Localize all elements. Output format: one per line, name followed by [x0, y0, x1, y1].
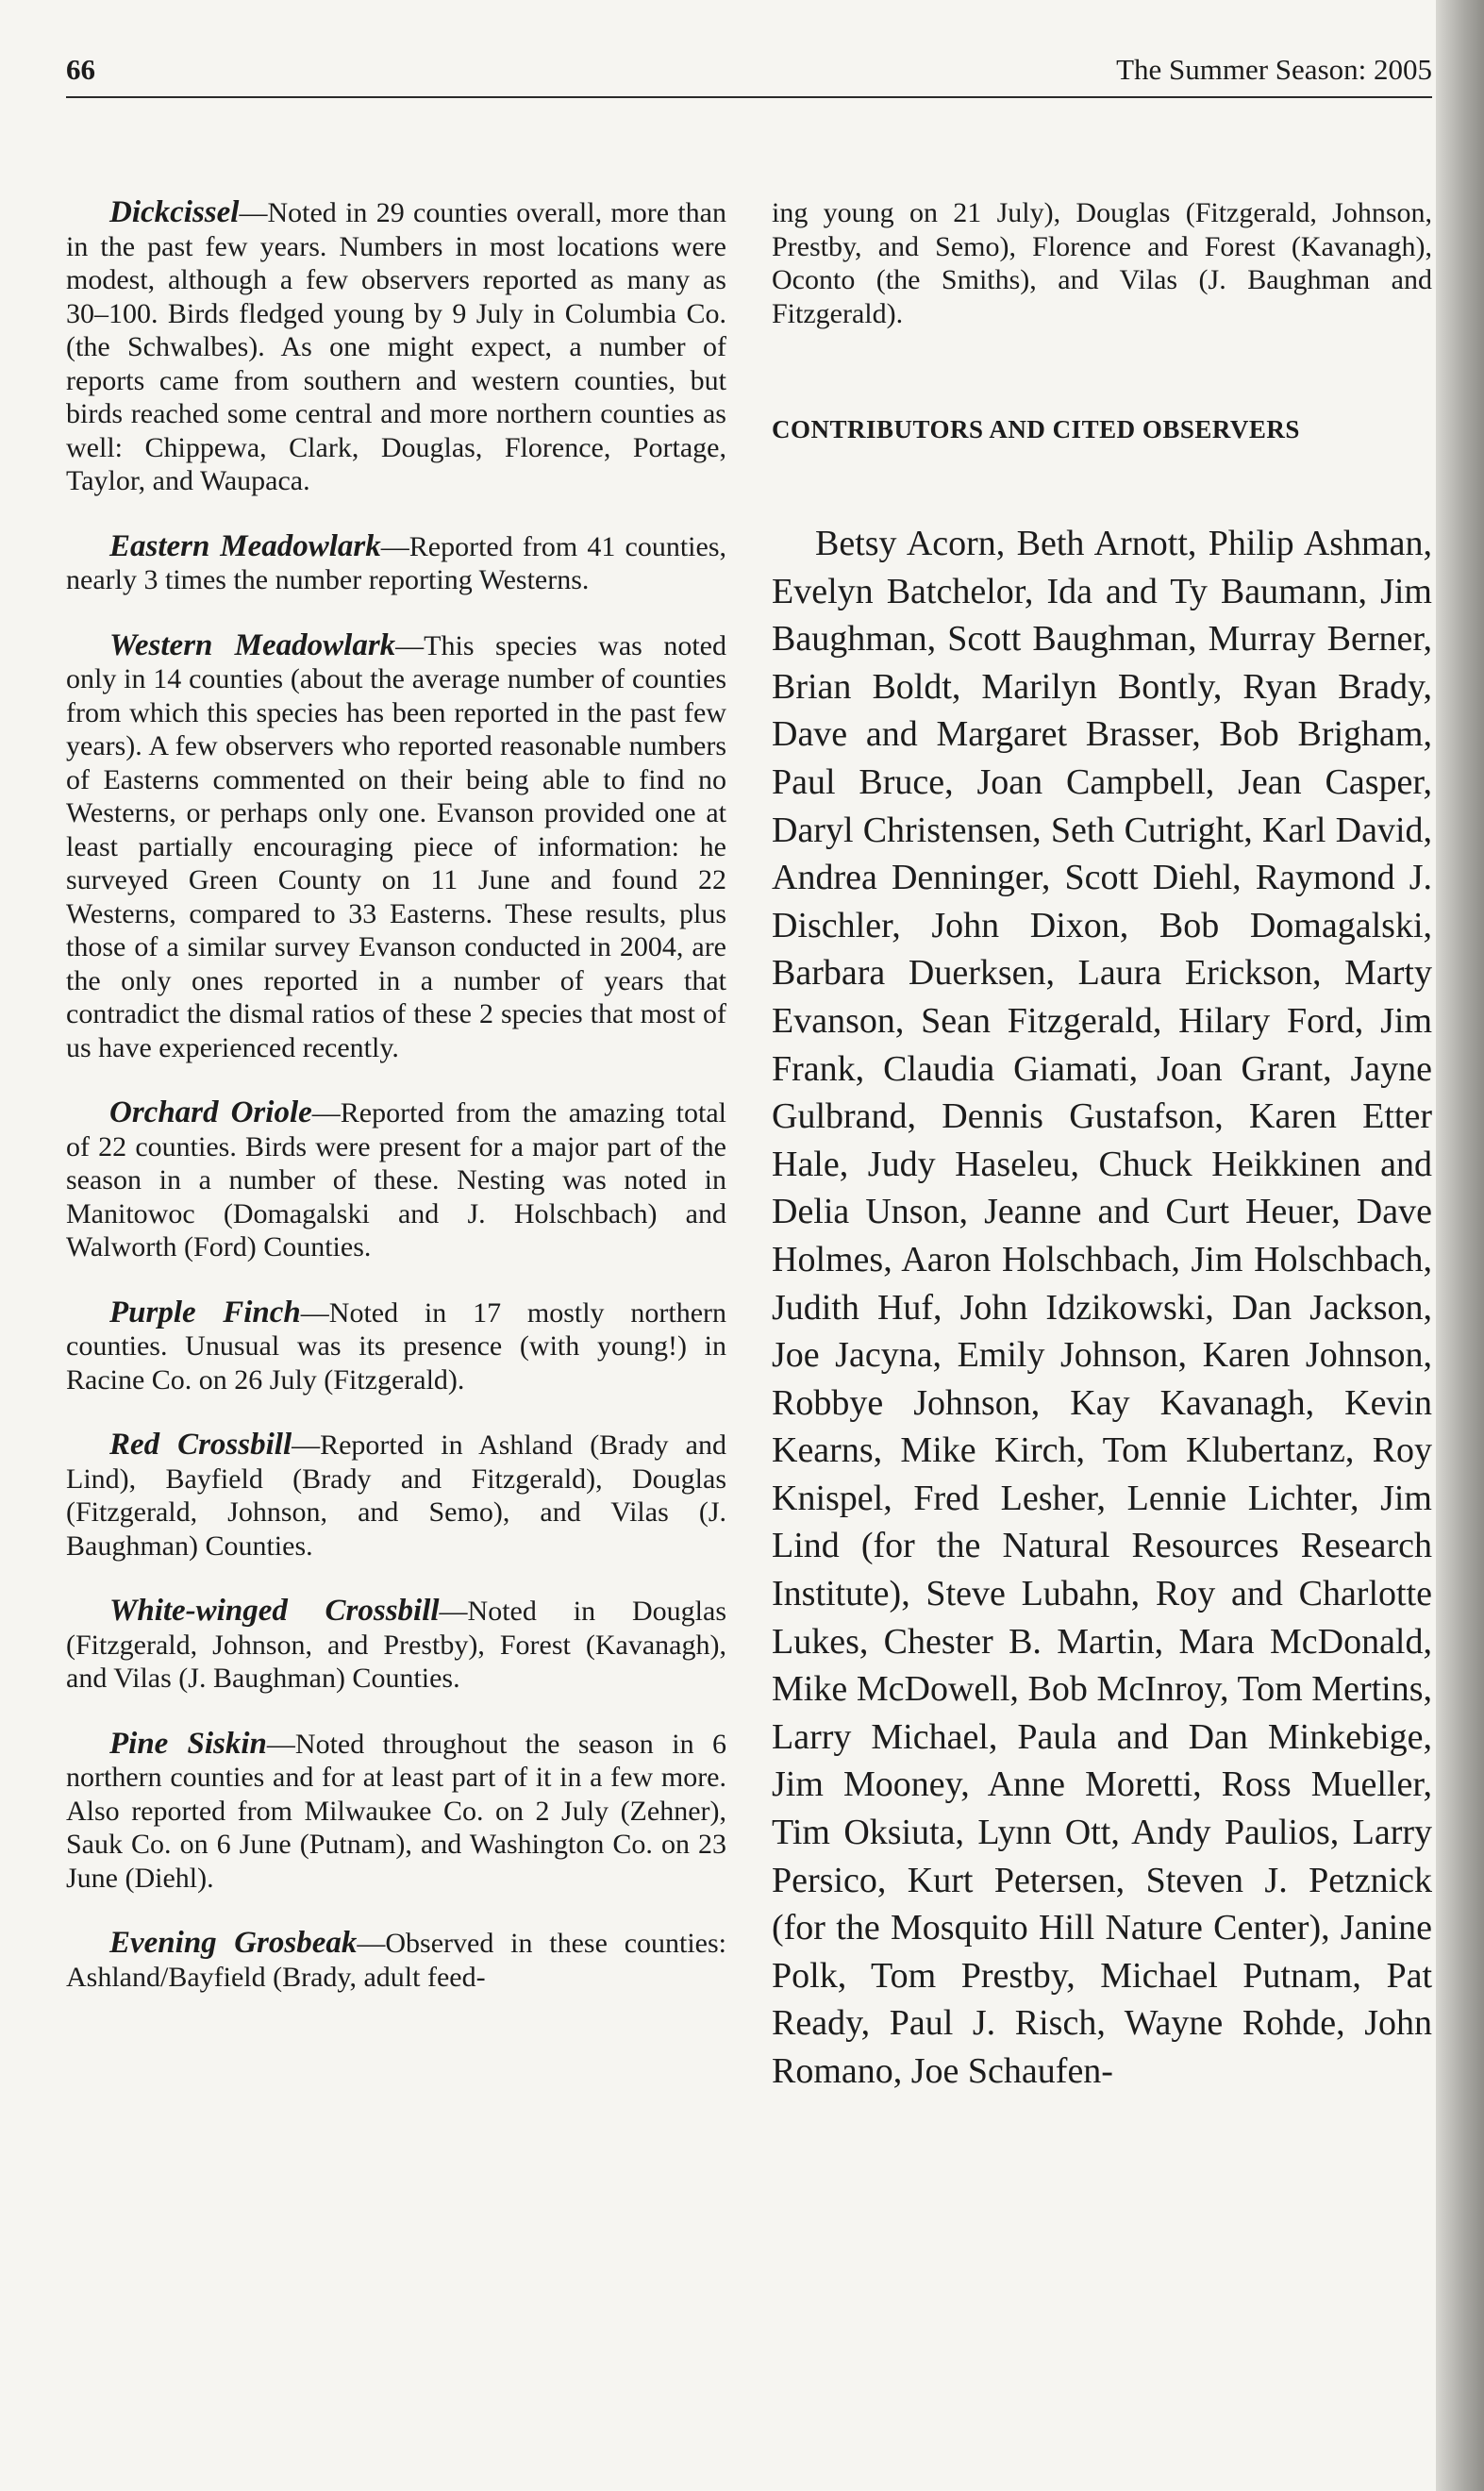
species-entry: [66, 1429, 726, 1563]
species-text: —Reported in Ashland (Brady and Lind), Bayfield (Brady and Fitzgerald), Douglas (Fitzgerald, Johnson, and Semo), and Vilas (J. Baughman) Counties.: [66, 1429, 726, 1562]
left-column: [66, 196, 726, 2026]
species-name: Western Meadowlark: [109, 627, 396, 662]
species-text: —Reported from 41 counties, nearly 3 times the number reporting Westerns.: [66, 530, 726, 595]
right-column: [772, 196, 1432, 2096]
species-name: Orchard Oriole: [109, 1095, 312, 1129]
species-name: Pine Siskin: [109, 1726, 267, 1761]
species-text: —Noted in Douglas (Fitzgerald, Johnson, and Prestby), Forest (Kavanagh), and Vilas (J. Baughman) Counties.: [66, 1596, 726, 1694]
contributors-list: Betsy Acorn, Beth Arnott, Philip Ashman, Evelyn Batchelor, Ida and Ty Baumann, Jim Baughman, Scott Baughman, Murray Berner, Brian Boldt, Marilyn Bontly, Ryan Brady, Dave and Margaret Brasser, Bob Brigham, Paul Bruce, Joan Campbell, Jean Casper, Daryl Christensen, Seth Cutright, Karl David, Andrea Denninger, Scott Diehl, Raymond J. Dischler, John Dixon, Bob Domagalski, Barbara Duerksen, Laura Erickson, Marty Evanson, Sean Fitzgerald, Hilary Ford, Jim Frank, Claudia Giamati, Joan Grant, Jayne Gulbrand, Dennis Gustafson, Karen Etter Hale, Judy Haseleu, Chuck Heikkinen and Delia Unson, Jeanne and Curt Heuer, Dave Holmes, Aaron Holschbach, Jim Holschbach, Judith Huf, John Idzikowski, Dan Jackson, Joe Jacyna, Emily Johnson, Karen Johnson, Robbye Johnson, Kay Kavanagh, Kevin Kearns, Mike Kirch, Tom Klubertanz, Roy Knispel, Fred Lesher, Lennie Lichter, Jim Lind (for the Natural Resources Research Institute), Steve Lubahn, Roy and Charlotte Lukes, Chester B. Martin, Mara McDonald, Mike McDowell, Bob McInroy, Tom Mertins, Larry Michael, Paula and Dan Minkebige, Jim Mooney, Anne Moretti, Ross Mueller, Tim Oksiuta, Lynn Ott, Andy Paulios, Larry Persico, Kurt Petersen, Steven J. Petznick (for the Mosquito Hill Nature Center), Janine Polk, Tom Prestby, Michael Putnam, Pat Ready, Paul J. Risch, Wayne Rohde, John Romano, Joe Schaufen-: [772, 524, 1432, 2091]
species-entry: [66, 629, 726, 1065]
species-name: Purple Finch: [109, 1295, 301, 1329]
species-entry: [66, 196, 726, 498]
species-name: Dickcissel: [109, 195, 240, 229]
running-title: The Summer Season: 2005: [1116, 53, 1432, 86]
header-rule: [66, 96, 1432, 98]
continued-text: ing young on 21 July), Douglas (Fitzgerald, Johnson, Prestby, and Semo), Florence and Forest (Kavanagh), Oconto (the Smiths), and Vilas (J. Baughman and Fitzgerald).: [772, 197, 1432, 329]
species-entry: [66, 1296, 726, 1397]
species-entry: [66, 530, 726, 597]
page-number: 66: [66, 53, 95, 86]
species-name: Eastern Meadowlark: [109, 528, 381, 563]
species-text: —Noted throughout the season in 6 northern counties and for at least part of it in a few more. Also reported from Milwaukee Co. on 2 July (Zehner), Sauk Co. on 6 June (Putnam), and Washington Co. on 23 June (Diehl).: [66, 1728, 726, 1894]
species-entry: [66, 1595, 726, 1696]
species-text: —Reported from the amazing total of 22 counties. Birds were present for a major part of the season in a number of these. Nesting was noted in Manitowoc (Domagalski and J. Holschbach) and Walworth (Ford) Counties.: [66, 1097, 726, 1262]
species-entry: [66, 1927, 726, 1994]
species-text: —Noted in 17 mostly northern counties. Unusual was its presence (with young!) in Racine Co. on 26 July (Fitzgerald).: [66, 1296, 727, 1396]
page-edge-shadow: [1436, 0, 1484, 2491]
species-text: —Noted in 29 counties overall, more than in the past few years. Numbers in most locations were modest, although a few observers reported as many as 30–100. Birds fledged young by 9 July in Columbia Co. (the Schwalbes). As one might expect, a number of reports came from southern and western counties, but birds reached some central and more northern counties as well: Chippewa, Clark, Douglas, Florence, Portage, Taylor, and Waupaca.: [66, 197, 726, 496]
species-text: —This species was noted only in 14 counties (about the average number of counties from which this species has been reported in the past few years). A few observers who reported reasonable numbers of Easterns commented on their being able to find no Westerns, or perhaps only one. Evanson provided one at least partially encouraging piece of information: he surveyed Green County on 11 June and found 22 Westerns, compared to 33 Easterns. These results, plus those of a similar survey Evanson conducted in 2004, are the only ones reported in a number of years that contradict the dismal ratios of these 2 species that most of us have experienced recently.: [66, 629, 726, 1063]
species-text: —Observed in these counties: Ashland/Bayfield (Brady, adult feed-: [66, 1928, 727, 1993]
species-entry: [66, 1728, 726, 1896]
species-entry: [66, 1096, 726, 1264]
section-heading: CONTRIBUTORS AND CITED OBSERVERS: [772, 415, 1300, 443]
page-header: [66, 49, 1432, 98]
species-name: Evening Grosbeak: [109, 1926, 358, 1960]
species-name: Red Crossbill: [109, 1428, 292, 1462]
species-name: White-winged Crossbill: [109, 1594, 440, 1628]
